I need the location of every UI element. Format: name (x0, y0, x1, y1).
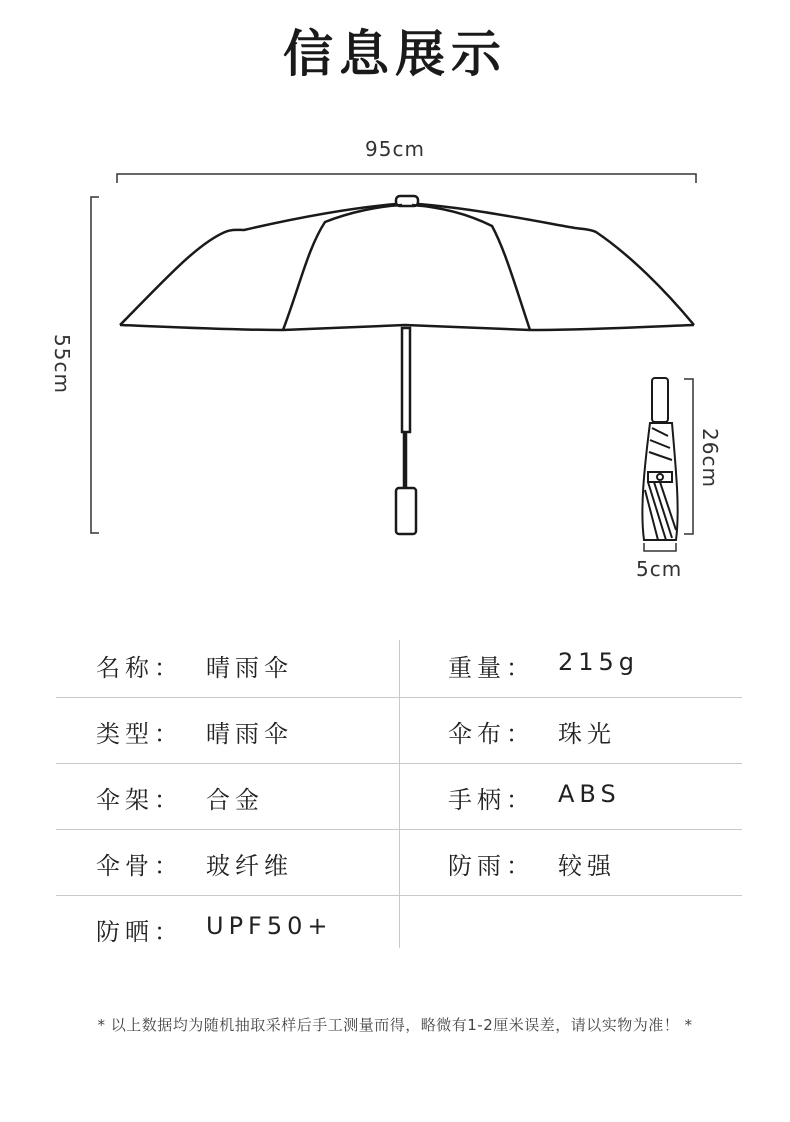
spec-value: UPF50+ (206, 912, 333, 940)
spec-row (56, 830, 742, 896)
folded-width-label: 5cm (636, 557, 683, 581)
open-umbrella (120, 196, 694, 534)
spec-label: 伞架： (96, 786, 183, 814)
spec-value: ABS (558, 780, 621, 808)
height-bracket (91, 197, 99, 533)
spec-value: 晴雨伞 (206, 720, 293, 748)
height-label: 55cm (50, 334, 74, 394)
spec-table (56, 632, 742, 956)
spec-value: 晴雨伞 (206, 654, 293, 682)
width-label: 95cm (365, 137, 425, 161)
spec-value: 较强 (558, 852, 616, 880)
spec-value: 玻纤维 (206, 852, 293, 880)
spec-row (56, 632, 742, 698)
page-title: 信息展示 (283, 25, 507, 83)
disclaimer-footnote: * 以上数据均为随机抽取采样后手工测量而得，略微有1-2厘米误差，请以实物为准！ * (97, 1016, 693, 1034)
spec-value: 合金 (206, 786, 264, 814)
spec-value: 珠光 (558, 720, 616, 748)
width-bracket (117, 174, 696, 183)
spec-label: 防雨： (448, 852, 535, 880)
spec-label: 防晒： (96, 918, 183, 946)
folded-width-bracket (644, 543, 676, 551)
spec-label: 名称： (96, 654, 183, 682)
spec-row (56, 896, 742, 956)
folded-length-label: 26cm (698, 428, 722, 488)
folded-umbrella (642, 378, 677, 540)
folded-length-bracket (684, 379, 693, 534)
spec-value: 215g (558, 648, 640, 676)
spec-label: 类型： (96, 720, 183, 748)
spec-row (56, 764, 742, 830)
spec-label: 伞骨： (96, 852, 183, 880)
spec-label: 伞布： (448, 720, 535, 748)
spec-label: 重量： (448, 654, 535, 682)
spec-label: 手柄： (448, 786, 535, 814)
spec-row (56, 698, 742, 764)
